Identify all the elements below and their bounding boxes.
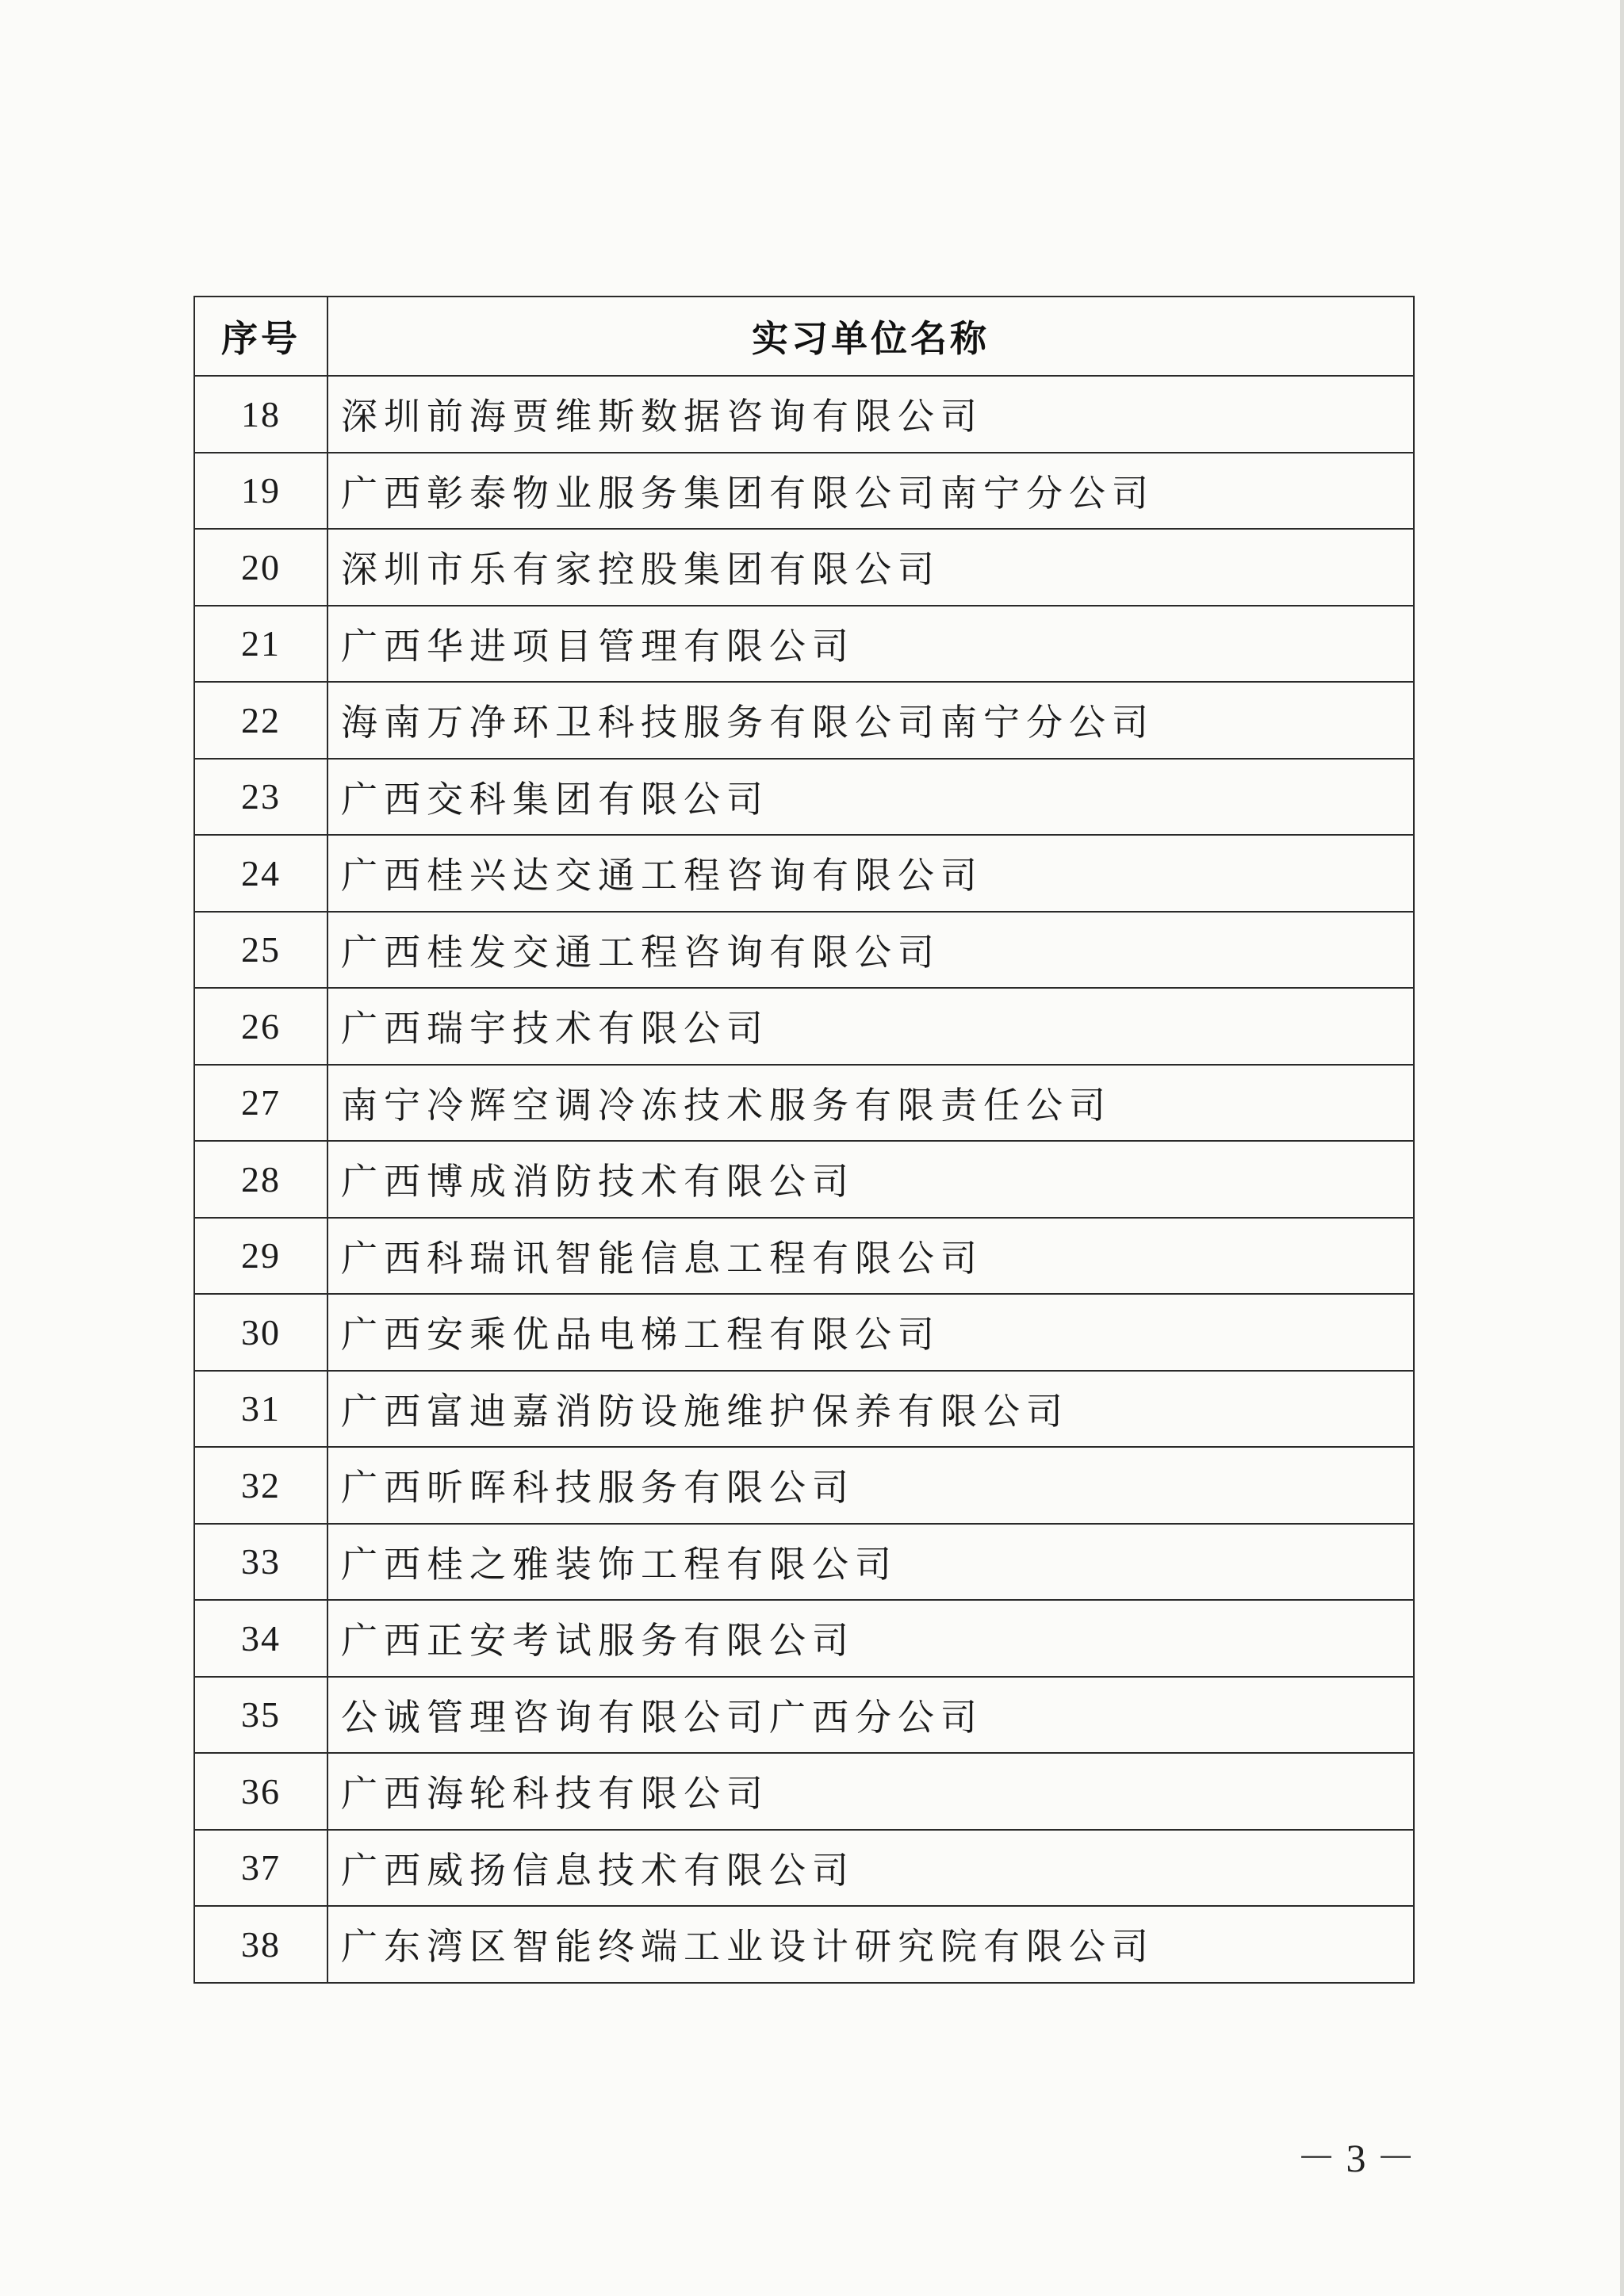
table-row	[194, 682, 1414, 759]
table-row	[194, 1218, 1414, 1295]
table-row	[194, 606, 1414, 683]
row-number-cell: 36	[194, 1753, 327, 1830]
page-number: － 3 －	[1297, 2136, 1415, 2180]
row-number-cell: 28	[194, 1141, 327, 1218]
table-row	[194, 1371, 1414, 1448]
unit-name-cell: 公诚管理咨询有限公司广西分公司	[327, 1677, 1414, 1754]
unit-name-cell: 广西华进项目管理有限公司	[327, 606, 1414, 683]
row-number-cell: 19	[194, 453, 327, 530]
table-row	[194, 835, 1414, 912]
page-edge	[1620, 0, 1624, 2296]
table-row	[194, 453, 1414, 530]
row-number-cell: 35	[194, 1677, 327, 1754]
table-row	[194, 1447, 1414, 1524]
unit-name-cell: 广西科瑞讯智能信息工程有限公司	[327, 1218, 1414, 1295]
row-number-cell: 20	[194, 529, 327, 606]
row-number-cell: 26	[194, 988, 327, 1065]
unit-name-cell: 广西富迪嘉消防设施维护保养有限公司	[327, 1371, 1414, 1448]
row-number-cell: 37	[194, 1830, 327, 1907]
row-number-cell: 32	[194, 1447, 327, 1524]
unit-name-cell: 南宁冷辉空调冷冻技术服务有限责任公司	[327, 1065, 1414, 1142]
column-header-number: 序号	[194, 297, 327, 376]
table-row	[194, 1830, 1414, 1907]
row-number-cell: 31	[194, 1371, 327, 1448]
table-row	[194, 759, 1414, 836]
unit-name-cell: 广西瑞宇技术有限公司	[327, 988, 1414, 1065]
table-row	[194, 912, 1414, 989]
unit-name-cell: 广西桂兴达交通工程咨询有限公司	[327, 835, 1414, 912]
unit-name-cell: 广西安乘优品电梯工程有限公司	[327, 1294, 1414, 1371]
table-row	[194, 1600, 1414, 1677]
unit-name-cell: 广西桂之雅装饰工程有限公司	[327, 1524, 1414, 1601]
table-row	[194, 376, 1414, 453]
unit-name-cell: 广西桂发交通工程咨询有限公司	[327, 912, 1414, 989]
unit-name-cell: 海南万净环卫科技服务有限公司南宁分公司	[327, 682, 1414, 759]
internship-units-table	[193, 296, 1415, 1984]
column-header-name: 实习单位名称	[327, 297, 1414, 376]
row-number-cell: 38	[194, 1906, 327, 1983]
unit-name-cell: 广西海轮科技有限公司	[327, 1753, 1414, 1830]
internship-units-table-wrapper	[193, 296, 1413, 1984]
table-row	[194, 1141, 1414, 1218]
row-number-cell: 27	[194, 1065, 327, 1142]
unit-name-cell: 广西交科集团有限公司	[327, 759, 1414, 836]
row-number-cell: 33	[194, 1524, 327, 1601]
row-number-cell: 30	[194, 1294, 327, 1371]
unit-name-cell: 广西博成消防技术有限公司	[327, 1141, 1414, 1218]
unit-name-cell: 广东湾区智能终端工业设计研究院有限公司	[327, 1906, 1414, 1983]
table-row	[194, 1753, 1414, 1830]
unit-name-cell: 深圳市乐有家控股集团有限公司	[327, 529, 1414, 606]
table-header-row	[194, 297, 1414, 376]
unit-name-cell: 广西威扬信息技术有限公司	[327, 1830, 1414, 1907]
row-number-cell: 29	[194, 1218, 327, 1295]
unit-name-cell: 广西正安考试服务有限公司	[327, 1600, 1414, 1677]
row-number-cell: 24	[194, 835, 327, 912]
unit-name-cell: 深圳前海贾维斯数据咨询有限公司	[327, 376, 1414, 453]
row-number-cell: 23	[194, 759, 327, 836]
row-number-cell: 18	[194, 376, 327, 453]
table-row	[194, 1294, 1414, 1371]
table-body	[194, 376, 1414, 1983]
table-row	[194, 1065, 1414, 1142]
row-number-cell: 21	[194, 606, 327, 683]
table-row	[194, 988, 1414, 1065]
unit-name-cell: 广西昕晖科技服务有限公司	[327, 1447, 1414, 1524]
row-number-cell: 34	[194, 1600, 327, 1677]
table-row	[194, 1677, 1414, 1754]
row-number-cell: 25	[194, 912, 327, 989]
table-row	[194, 1906, 1414, 1983]
table-row	[194, 1524, 1414, 1601]
row-number-cell: 22	[194, 682, 327, 759]
table-row	[194, 529, 1414, 606]
unit-name-cell: 广西彰泰物业服务集团有限公司南宁分公司	[327, 453, 1414, 530]
